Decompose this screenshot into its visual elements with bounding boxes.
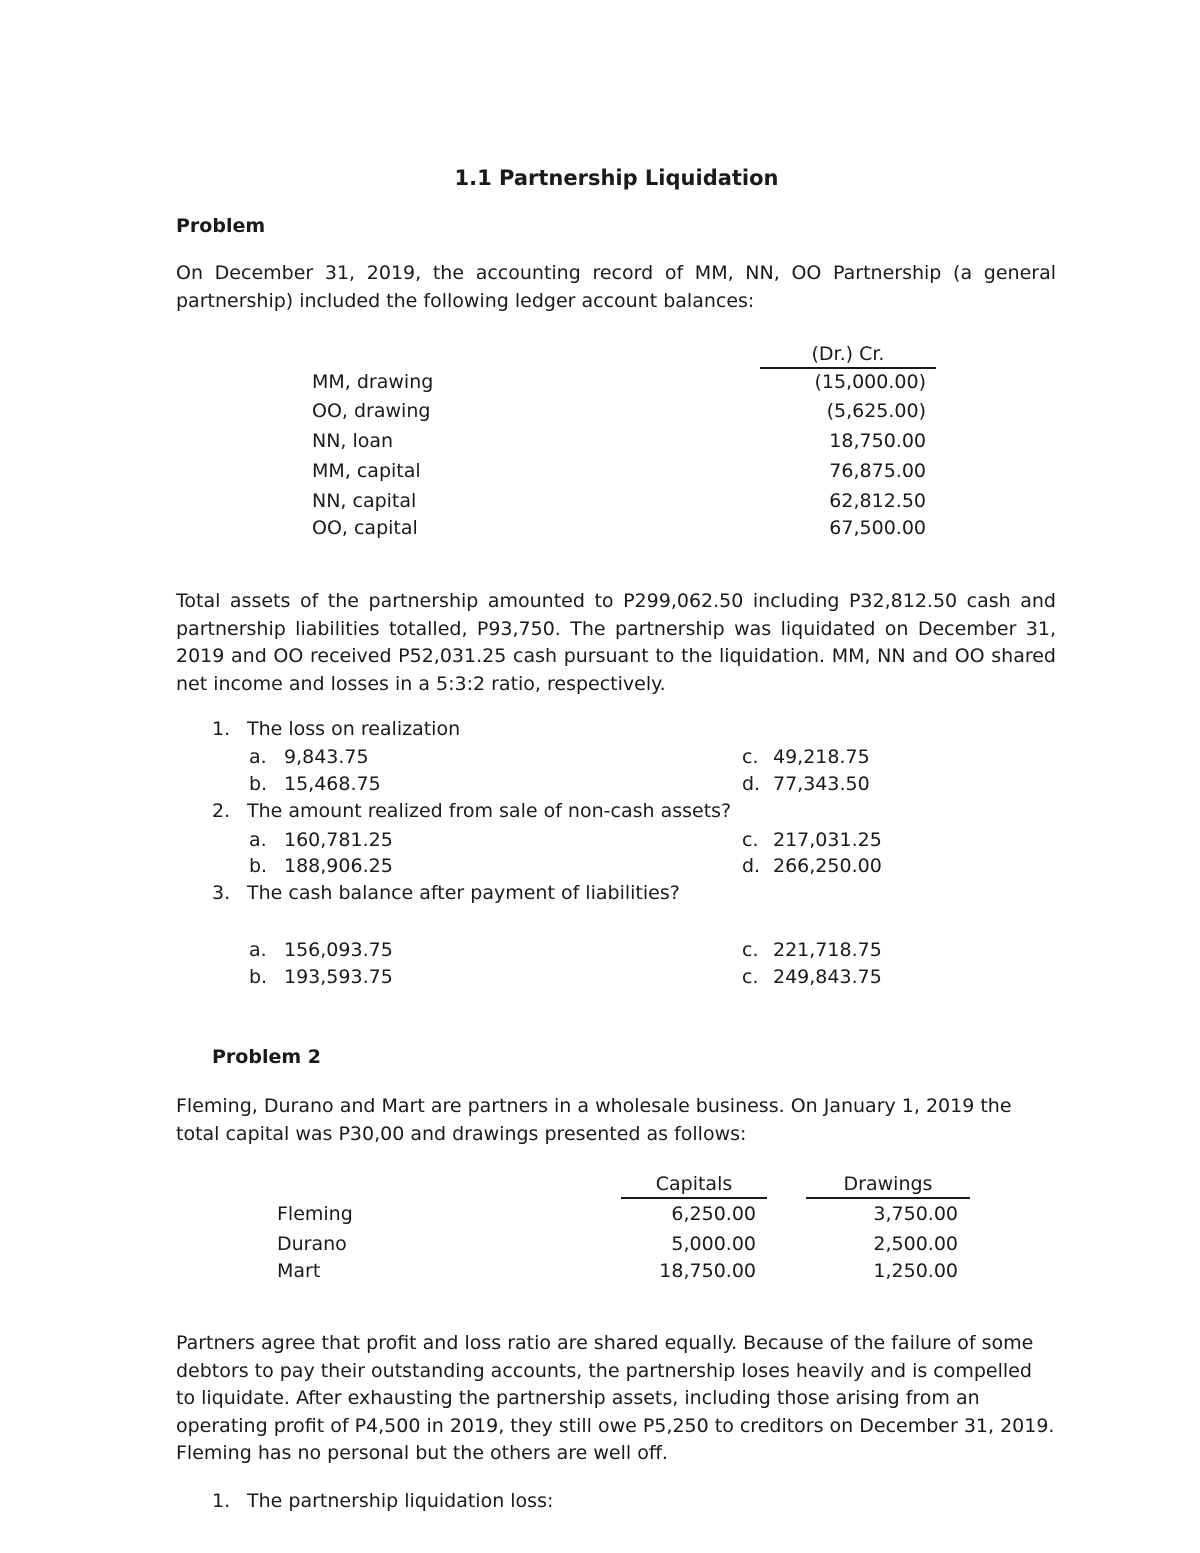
choice-value: 156,093.75 (284, 939, 393, 961)
choice-letter: c. (742, 939, 759, 961)
choice-letter: a. (249, 829, 267, 851)
choice-value: 249,843.75 (773, 966, 882, 988)
choice-letter: a. (249, 939, 267, 961)
question-text: The partnership liquidation loss: (247, 1490, 554, 1512)
ledger-column-header: (Dr.) Cr. (760, 342, 936, 369)
choice-letter: c. (742, 746, 759, 768)
problem-2-body: Partners agree that profit and loss ratio are shared equally. Because of the failure of some debtors to pay their outstanding accounts, the partnership loses heavily and is compelled to liquidate. After exhausting the partnership assets, including those arising from an operating profit of P4,500 in 2019, they still owe P5,250 to creditors on December 31, 2019. Fleming has no personal but the others are well off. (176, 1332, 1055, 1464)
question-number: 1. (212, 1490, 231, 1512)
ledger-account: OO, drawing (312, 400, 431, 422)
question-number: 1. (212, 718, 231, 740)
choice-letter: c. (742, 966, 759, 988)
ledger-account: OO, capital (312, 517, 418, 539)
choice-value: 193,593.75 (284, 966, 393, 988)
question-text: The cash balance after payment of liabilities? (247, 882, 680, 904)
problem-1-body: Total assets of the partnership amounted to P299,062.50 including P32,812.50 cash and partnership liabilities totalled, P93,750. The partnership was liquidated on December 31, 2019 and OO received P52,031.25 cash pursuant to the liquidation. MM, NN and OO shared net income and losses in a 5:3:2 ratio, respectively. (176, 590, 1056, 695)
question-text: The amount realized from sale of non-cash assets? (247, 800, 732, 822)
problem-1-intro: On December 31, 2019, the accounting record of MM, NN, OO Partnership (a general partnership) included the following ledger account balances: (176, 262, 1056, 312)
choice-letter: b. (249, 966, 268, 988)
drawings-column-header: Drawings (806, 1172, 970, 1199)
choice-value: 15,468.75 (284, 773, 381, 795)
choice-value: 217,031.25 (773, 829, 882, 851)
partner-name: Mart (277, 1260, 321, 1282)
partner-drawing: 3,750.00 (873, 1203, 958, 1225)
choice-letter: a. (249, 746, 267, 768)
choice-value: 221,718.75 (773, 939, 882, 961)
choice-letter: d. (742, 855, 761, 877)
choice-value: 266,250.00 (773, 855, 882, 877)
ledger-account: MM, drawing (312, 371, 434, 393)
partner-name: Durano (277, 1233, 347, 1255)
partner-capital: 6,250.00 (671, 1203, 756, 1225)
partner-capital: 18,750.00 (659, 1260, 756, 1282)
partner-capital: 5,000.00 (671, 1233, 756, 1255)
partner-name: Fleming (277, 1203, 353, 1225)
capitals-column-header: Capitals (621, 1172, 767, 1199)
ledger-amount: 67,500.00 (829, 517, 926, 539)
ledger-amount: 62,812.50 (829, 490, 926, 512)
page-title: 1.1 Partnership Liquidation (454, 166, 779, 190)
problem-2-intro: Fleming, Durano and Mart are partners in a wholesale business. On January 1, 2019 the total capital was P30,00 and drawings presented as follows: (176, 1095, 1012, 1145)
choice-letter: b. (249, 773, 268, 795)
question-number: 3. (212, 882, 231, 904)
problem-2-heading: Problem 2 (212, 1046, 321, 1068)
ledger-account: MM, capital (312, 460, 421, 482)
choice-value: 49,218.75 (773, 746, 870, 768)
partner-drawing: 1,250.00 (873, 1260, 958, 1282)
ledger-amount: 76,875.00 (829, 460, 926, 482)
ledger-account: NN, capital (312, 490, 417, 512)
choice-letter: b. (249, 855, 268, 877)
choice-letter: d. (742, 773, 761, 795)
question-text: The loss on realization (247, 718, 461, 740)
choice-value: 9,843.75 (284, 746, 369, 768)
ledger-amount: (15,000.00) (814, 371, 926, 393)
partner-drawing: 2,500.00 (873, 1233, 958, 1255)
ledger-account: NN, loan (312, 430, 394, 452)
ledger-amount: 18,750.00 (829, 430, 926, 452)
problem-1-heading: Problem (176, 215, 266, 237)
choice-value: 77,343.50 (773, 773, 870, 795)
choice-letter: c. (742, 829, 759, 851)
choice-value: 188,906.25 (284, 855, 393, 877)
choice-value: 160,781.25 (284, 829, 393, 851)
ledger-amount: (5,625.00) (826, 400, 926, 422)
question-number: 2. (212, 800, 231, 822)
